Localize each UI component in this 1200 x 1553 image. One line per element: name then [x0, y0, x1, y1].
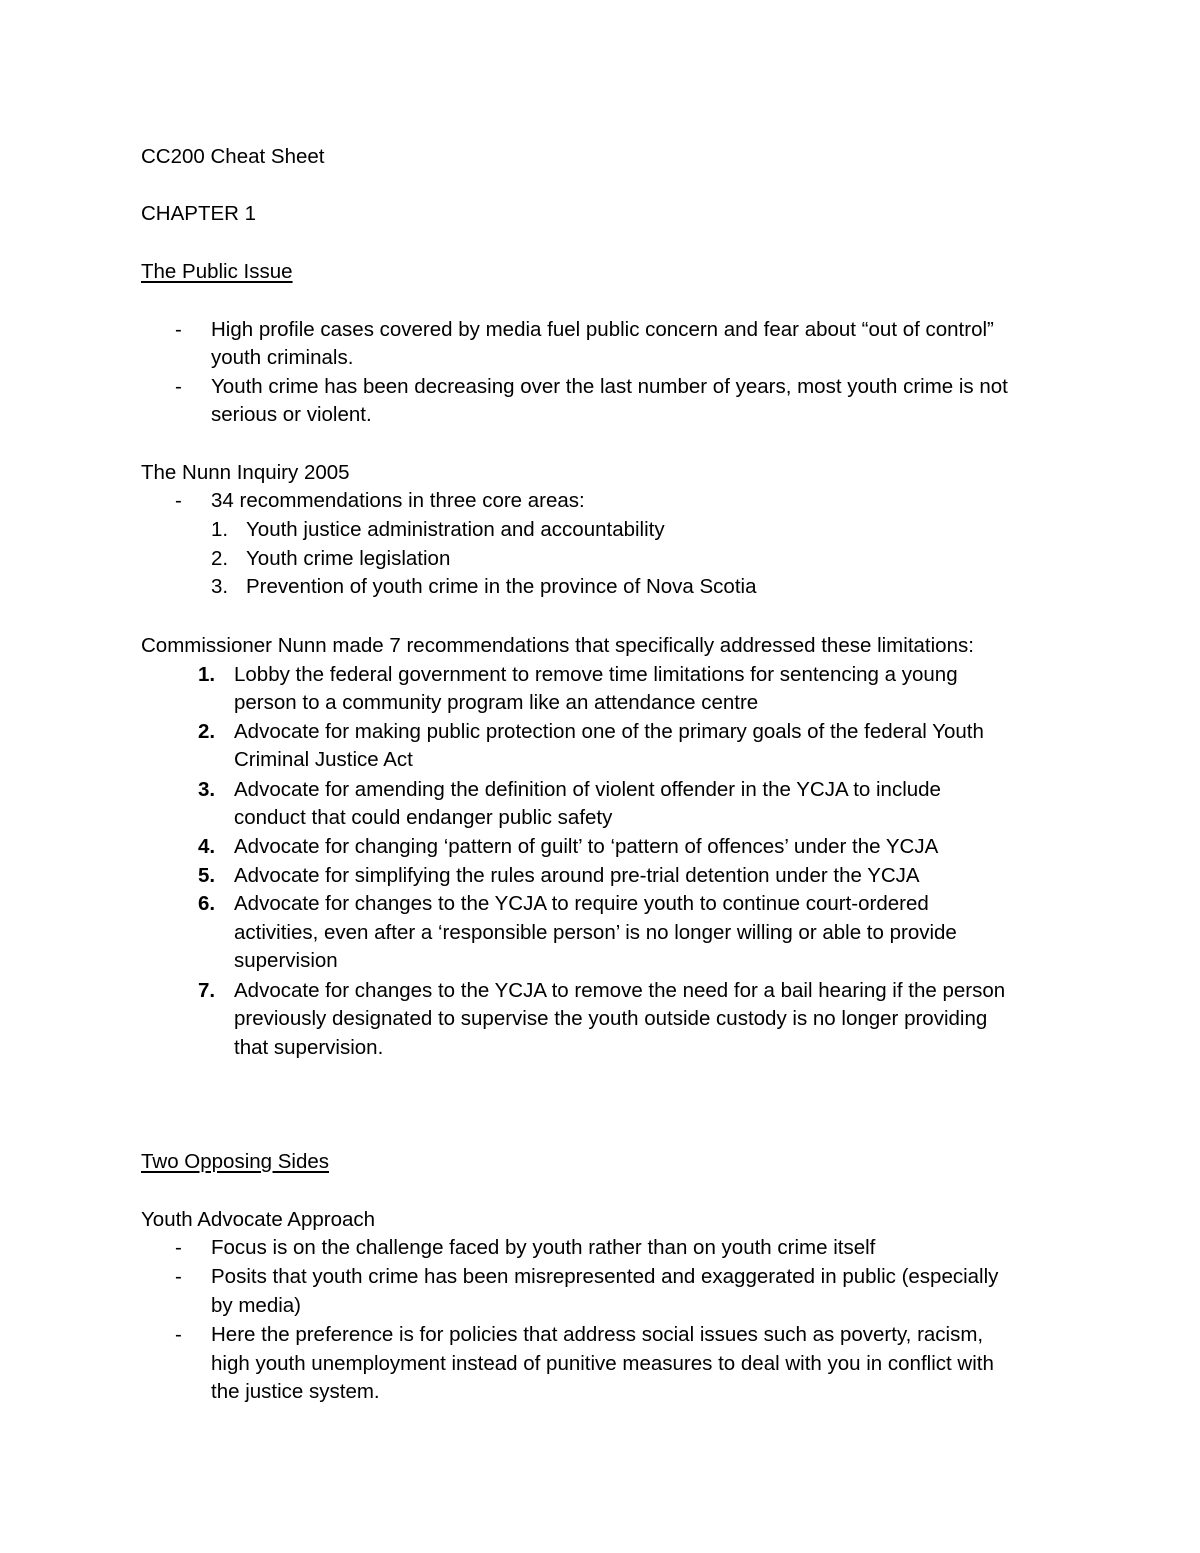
- recommendation-2-line-1: Advocate for making public protection one of the primary goals of the federal Youth: [234, 720, 984, 743]
- bullet-dash: -: [175, 489, 182, 512]
- recommendation-6-line-1: Advocate for changes to the YCJA to require youth to continue court-ordered: [234, 892, 929, 915]
- public-issue-bullet-2-line-2: serious or violent.: [211, 403, 372, 426]
- youth-advocate-heading: Youth Advocate Approach: [141, 1208, 376, 1231]
- commissioner-intro: Commissioner Nunn made 7 recommendations that specifically addressed these limitations:: [141, 634, 974, 657]
- chapter-heading: CHAPTER 1: [141, 202, 257, 225]
- list-number: 1.: [211, 518, 229, 541]
- list-number: 6.: [198, 892, 216, 915]
- public-issue-bullet-1-line-1: High profile cases covered by media fuel public concern and fear about “out of control”: [211, 318, 994, 341]
- nunn-bullet: 34 recommendations in three core areas:: [211, 489, 585, 512]
- list-number: 2.: [211, 547, 229, 570]
- list-number: 2.: [198, 720, 216, 743]
- recommendation-7-line-2: previously designated to supervise the youth outside custody is no longer providing: [234, 1007, 988, 1030]
- bullet-dash: -: [175, 318, 182, 341]
- recommendation-5-line-1: Advocate for simplifying the rules around pre-trial detention under the YCJA: [234, 864, 920, 887]
- list-number: 3.: [211, 575, 229, 598]
- document-title: CC200 Cheat Sheet: [141, 145, 325, 168]
- advocate-bullet-3-line-1: Here the preference is for policies that address social issues such as poverty, racism,: [211, 1323, 984, 1346]
- bullet-dash: -: [175, 1236, 182, 1259]
- advocate-bullet-2-line-1: Posits that youth crime has been misrepresented and exaggerated in public (especially: [211, 1265, 999, 1288]
- recommendation-1-line-1: Lobby the federal government to remove time limitations for sentencing a young: [234, 663, 958, 686]
- recommendation-2-line-2: Criminal Justice Act: [234, 748, 413, 771]
- nunn-area-1: Youth justice administration and accountability: [246, 518, 665, 541]
- list-number: 4.: [198, 835, 216, 858]
- list-number: 3.: [198, 778, 216, 801]
- recommendation-7-line-1: Advocate for changes to the YCJA to remove the need for a bail hearing if the person: [234, 979, 1006, 1002]
- recommendation-6-line-2: activities, even after a ‘responsible person’ is no longer willing or able to provide: [234, 921, 957, 944]
- advocate-bullet-2-line-2: by media): [211, 1294, 302, 1317]
- recommendation-6-line-3: supervision: [234, 949, 338, 972]
- list-number: 7.: [198, 979, 216, 1002]
- recommendation-3-line-1: Advocate for amending the definition of violent offender in the YCJA to include: [234, 778, 941, 801]
- recommendation-7-line-3: that supervision.: [234, 1036, 384, 1059]
- bullet-dash: -: [175, 375, 182, 398]
- advocate-bullet-3-line-2: high youth unemployment instead of punitive measures to deal with you in conflict with: [211, 1352, 994, 1375]
- recommendation-4-line-1: Advocate for changing ‘pattern of guilt’ to ‘pattern of offences’ under the YCJA: [234, 835, 939, 858]
- bullet-dash: -: [175, 1265, 182, 1288]
- nunn-area-3: Prevention of youth crime in the province of Nova Scotia: [246, 575, 757, 598]
- bullet-dash: -: [175, 1323, 182, 1346]
- public-issue-heading: The Public Issue: [141, 260, 293, 283]
- recommendation-3-line-2: conduct that could endanger public safety: [234, 806, 613, 829]
- list-number: 1.: [198, 663, 216, 686]
- nunn-area-2: Youth crime legislation: [246, 547, 451, 570]
- opposing-heading: Two Opposing Sides: [141, 1150, 330, 1173]
- advocate-bullet-3-line-3: the justice system.: [211, 1380, 380, 1403]
- public-issue-bullet-1-line-2: youth criminals.: [211, 346, 354, 369]
- nunn-heading: The Nunn Inquiry 2005: [141, 461, 350, 484]
- list-number: 5.: [198, 864, 216, 887]
- advocate-bullet-1-line-1: Focus is on the challenge faced by youth rather than on youth crime itself: [211, 1236, 876, 1259]
- recommendation-1-line-2: person to a community program like an attendance centre: [234, 691, 759, 714]
- public-issue-bullet-2-line-1: Youth crime has been decreasing over the last number of years, most youth crime is not: [211, 375, 1008, 398]
